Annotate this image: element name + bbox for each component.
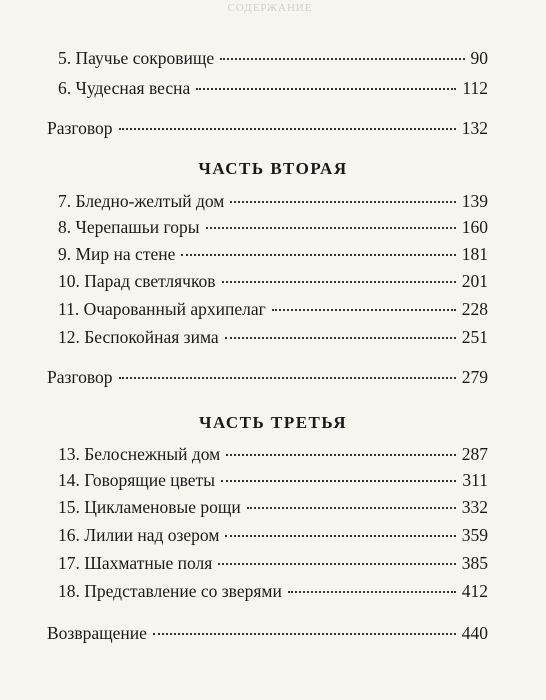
toc-entry[interactable] (58, 190, 488, 214)
toc-entry[interactable] (58, 77, 488, 101)
toc-entry[interactable] (58, 496, 488, 520)
entry-title: Разговор (47, 118, 113, 138)
entry-title: Разговор (47, 367, 113, 387)
toc-entry[interactable] (58, 443, 488, 467)
dot-leader (225, 337, 456, 339)
page-number: 287 (461, 444, 488, 464)
toc-entry[interactable] (58, 326, 488, 350)
dot-leader (272, 309, 456, 311)
toc-entry-talk[interactable] (47, 117, 488, 141)
entry-title: 15. Цикламеновые рощи (58, 497, 241, 517)
page-number: 201 (461, 271, 488, 291)
dot-leader (218, 563, 455, 565)
page-number: 412 (461, 581, 488, 601)
entry-title: 11. Очарованный архипелаг (58, 299, 266, 319)
page-number: 132 (461, 118, 488, 138)
toc-entry[interactable] (58, 216, 488, 240)
part-three-heading: ЧАСТЬ ТРЕТЬЯ (198, 413, 348, 432)
page-number: 139 (461, 191, 488, 211)
toc-entry-return[interactable] (47, 622, 488, 646)
page-number: 332 (461, 497, 488, 517)
dot-leader (226, 454, 456, 456)
entry-title: 17. Шахматные поля (58, 553, 213, 573)
page-number: 385 (461, 553, 488, 573)
dot-leader (119, 377, 456, 379)
dot-leader (220, 58, 464, 60)
entry-title: Возвращение (47, 623, 147, 643)
dot-leader (225, 535, 455, 537)
toc-entry[interactable] (58, 524, 488, 548)
page-number: 160 (461, 217, 488, 237)
entry-title: 16. Лилии над озером (58, 525, 220, 545)
toc-entry-talk[interactable] (47, 366, 488, 390)
page-number: 279 (461, 367, 488, 387)
page-number: 90 (470, 48, 488, 68)
dot-leader (181, 254, 455, 256)
toc-entry[interactable] (58, 552, 488, 576)
toc-entry[interactable] (58, 580, 488, 604)
dot-leader (288, 591, 456, 593)
entry-title: 18. Представление со зверями (58, 581, 282, 601)
page-number: 359 (461, 525, 488, 545)
dot-leader (222, 281, 456, 283)
entry-title: 10. Парад светлячков (58, 271, 216, 291)
toc-entry[interactable] (58, 469, 488, 493)
dot-leader (247, 507, 456, 509)
part-two-heading: ЧАСТЬ ВТОРАЯ (198, 159, 348, 178)
toc-entry[interactable] (58, 47, 488, 71)
page-number: 112 (462, 78, 488, 98)
entry-title: 9. Мир на стене (58, 244, 176, 264)
bleed-through-text: СОДЕРЖАНИЕ (227, 2, 313, 14)
dot-leader (206, 227, 456, 229)
entry-title: 6. Чудесная весна (58, 78, 191, 98)
dot-leader (153, 633, 456, 635)
page-number: 311 (462, 470, 488, 490)
dot-leader (119, 128, 456, 130)
entry-title: 14. Говорящие цветы (58, 470, 215, 490)
page-number: 181 (461, 244, 488, 264)
entry-title: 13. Белоснежный дом (58, 444, 221, 464)
dot-leader (221, 480, 456, 482)
entry-title: 5. Паучье сокровище (58, 48, 215, 68)
toc-entry[interactable] (58, 298, 488, 322)
toc-entry[interactable] (58, 270, 488, 294)
page-number: 440 (461, 623, 488, 643)
entry-title: 12. Беспокойная зима (58, 327, 219, 347)
page-number: 228 (461, 299, 488, 319)
entry-title: 7. Бледно-желтый дом (58, 191, 225, 211)
entry-title: 8. Черепашьи горы (58, 217, 200, 237)
dot-leader (196, 88, 456, 90)
dot-leader (230, 201, 455, 203)
toc-entry[interactable] (58, 243, 488, 267)
page-number: 251 (461, 327, 488, 347)
